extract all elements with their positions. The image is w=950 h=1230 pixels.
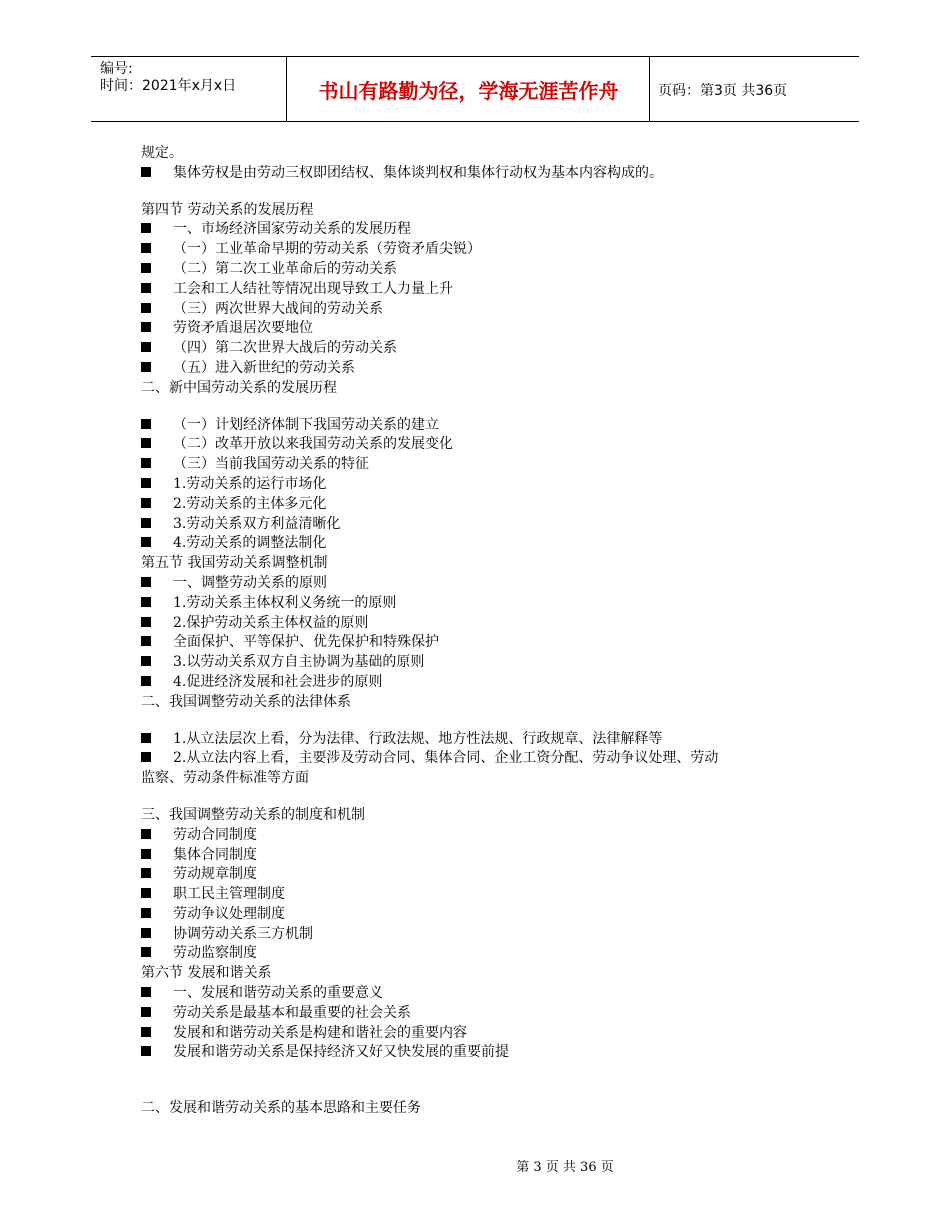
line-text: 劳动合同制度	[173, 826, 257, 843]
square-bullet-icon	[141, 458, 151, 468]
text-line	[141, 964, 831, 984]
bullet-item	[141, 826, 831, 846]
square-bullet-icon	[141, 636, 151, 646]
square-bullet-icon	[141, 263, 151, 273]
square-bullet-icon	[141, 1007, 151, 1017]
line-text: 1.劳动关系的运行市场化	[173, 475, 327, 492]
line-text: （一）计划经济体制下我国劳动关系的建立	[173, 416, 439, 433]
line-text: 3.以劳动关系双方自主协调为基础的原则	[173, 654, 425, 671]
square-bullet-icon	[141, 656, 151, 666]
bullet-item	[141, 475, 831, 495]
line-text: 4.促进经济发展和社会进步的原则	[173, 673, 383, 690]
square-bullet-icon	[141, 868, 151, 878]
line-text: 发展和谐劳动关系是保持经济又好又快发展的重要前提	[173, 1044, 509, 1061]
square-bullet-icon	[141, 342, 151, 352]
square-bullet-icon	[141, 617, 151, 627]
text-line	[141, 769, 831, 789]
line-text: 劳动监察制度	[173, 945, 257, 962]
bullet-item	[141, 534, 831, 554]
document-body	[141, 144, 831, 1119]
bullet-item	[141, 574, 831, 594]
bullet-item	[141, 339, 831, 359]
line-text: 一、调整劳动关系的原则	[173, 574, 327, 591]
line-text: 劳动争议处理制度	[173, 905, 285, 922]
page-footer: 第 3 页 共 36 页	[516, 1160, 614, 1175]
square-bullet-icon	[141, 1046, 151, 1056]
bullet-item	[141, 260, 831, 280]
square-bullet-icon	[141, 419, 151, 429]
square-bullet-icon	[141, 498, 151, 508]
square-bullet-icon	[141, 303, 151, 313]
line-text: 第四节 劳动关系的发展历程	[141, 201, 314, 218]
bullet-item	[141, 495, 831, 515]
bullet-item	[141, 594, 831, 614]
line-text: 劳动规章制度	[173, 866, 257, 883]
line-text: 4.劳动关系的调整法制化	[173, 535, 327, 552]
bullet-item	[141, 280, 831, 300]
bullet-item	[141, 515, 831, 535]
square-bullet-icon	[141, 908, 151, 918]
bullet-item	[141, 416, 831, 436]
square-bullet-icon	[141, 829, 151, 839]
square-bullet-icon	[141, 518, 151, 528]
text-line	[141, 693, 831, 713]
line-text: 1.劳动关系主体权利义务统一的原则	[173, 594, 397, 611]
text-line	[141, 201, 831, 221]
header-divider-right	[649, 57, 650, 122]
bullet-item	[141, 846, 831, 866]
bullet-item	[141, 984, 831, 1004]
bullet-item	[141, 1024, 831, 1044]
bullet-item	[141, 925, 831, 945]
square-bullet-icon	[141, 676, 151, 686]
line-text: 第六节 发展和谐关系	[141, 965, 272, 982]
line-text: （二）第二次工业革命后的劳动关系	[173, 260, 397, 277]
square-bullet-icon	[141, 223, 151, 233]
page-header	[91, 56, 859, 122]
bullet-item	[141, 435, 831, 455]
line-text: 2.从立法内容上看，主要涉及劳动合同、集体合同、企业工资分配、劳动争议处理、劳动	[173, 750, 719, 767]
square-bullet-icon	[141, 733, 151, 743]
header-motto: 书山有路勤为径，学海无涯苦作舟	[318, 79, 619, 103]
line-text: 3.劳动关系双方利益清晰化	[173, 515, 341, 532]
paragraph-gap	[141, 1063, 831, 1099]
bullet-item	[141, 905, 831, 925]
bullet-item	[141, 749, 831, 769]
line-text: 一、市场经济国家劳动关系的发展历程	[173, 221, 411, 238]
paragraph-gap	[141, 713, 831, 730]
square-bullet-icon	[141, 283, 151, 293]
line-text: （二）改革开放以来我国劳动关系的发展变化	[173, 436, 453, 453]
line-text: 规定。	[141, 145, 183, 161]
line-text: 职工民主管理制度	[173, 886, 285, 903]
bullet-item	[141, 164, 831, 184]
square-bullet-icon	[141, 888, 151, 898]
square-bullet-icon	[141, 597, 151, 607]
bullet-item	[141, 1004, 831, 1024]
line-text: 二、我国调整劳动关系的法律体系	[141, 693, 351, 710]
bullet-item	[141, 885, 831, 905]
square-bullet-icon	[141, 577, 151, 587]
square-bullet-icon	[141, 167, 151, 177]
bullet-item	[141, 730, 831, 750]
text-line	[141, 144, 831, 164]
square-bullet-icon	[141, 362, 151, 372]
line-text: （五）进入新世纪的劳动关系	[173, 359, 355, 376]
bullet-item	[141, 633, 831, 653]
line-text: 协调劳动关系三方机制	[173, 925, 313, 942]
text-line	[141, 1099, 831, 1119]
line-text: 2.保护劳动关系主体权益的原则	[173, 614, 369, 631]
bullet-item	[141, 653, 831, 673]
line-text: （三）两次世界大战间的劳动关系	[173, 300, 383, 317]
text-line	[141, 806, 831, 826]
square-bullet-icon	[141, 1027, 151, 1037]
square-bullet-icon	[141, 928, 151, 938]
line-text: 工会和工人结社等情况出现导致工人力量上升	[173, 280, 453, 297]
line-text: 1.从立法层次上看，分为法律、行政法规、地方性法规、行政规章、法律解释等	[173, 730, 663, 747]
bullet-item	[141, 300, 831, 320]
line-text: 二、新中国劳动关系的发展历程	[141, 379, 337, 396]
line-text: （一）工业革命早期的劳动关系（劳资矛盾尖锐）	[173, 241, 481, 258]
bullet-item	[141, 614, 831, 634]
bullet-item	[141, 455, 831, 475]
bullet-item	[141, 240, 831, 260]
paragraph-gap	[141, 184, 831, 201]
paragraph-gap	[141, 789, 831, 806]
square-bullet-icon	[141, 438, 151, 448]
header-page-info: 页码：第3页 共36页	[658, 82, 788, 99]
line-text: 第五节 我国劳动关系调整机制	[141, 555, 328, 572]
line-text: 2.劳动关系的主体多元化	[173, 495, 327, 512]
header-meta	[100, 61, 236, 95]
square-bullet-icon	[141, 947, 151, 957]
square-bullet-icon	[141, 243, 151, 253]
bullet-item	[141, 865, 831, 885]
line-text: 一、发展和谐劳动关系的重要意义	[173, 985, 383, 1002]
square-bullet-icon	[141, 849, 151, 859]
line-text: 劳资矛盾退居次要地位	[173, 320, 313, 337]
line-text: 集体劳权是由劳动三权即团结权、集体谈判权和集体行动权为基本内容构成的。	[173, 164, 663, 181]
square-bullet-icon	[141, 478, 151, 488]
line-text: 发展和和谐劳动关系是构建和谐社会的重要内容	[173, 1024, 467, 1041]
bullet-item	[141, 1043, 831, 1063]
bullet-item	[141, 220, 831, 240]
document-time: 时间：2021年x月x日	[100, 78, 237, 94]
square-bullet-icon	[141, 987, 151, 997]
text-line	[141, 379, 831, 399]
square-bullet-icon	[141, 322, 151, 332]
document-number-label: 编号:	[100, 61, 133, 77]
square-bullet-icon	[141, 537, 151, 547]
line-text: 二、发展和谐劳动关系的基本思路和主要任务	[141, 1100, 421, 1117]
line-text: 全面保护、平等保护、优先保护和特殊保护	[173, 634, 439, 651]
square-bullet-icon	[141, 752, 151, 762]
paragraph-gap	[141, 399, 831, 416]
line-text: 劳动关系是最基本和最重要的社会关系	[173, 1004, 411, 1021]
text-line	[141, 554, 831, 574]
line-text: （三）当前我国劳动关系的特征	[173, 456, 369, 473]
bullet-item	[141, 673, 831, 693]
bullet-item	[141, 319, 831, 339]
line-text: 三、我国调整劳动关系的制度和机制	[141, 806, 365, 823]
line-text: 集体合同制度	[173, 846, 257, 863]
line-text: 监察、劳动条件标准等方面	[141, 770, 309, 787]
line-text: （四）第二次世界大战后的劳动关系	[173, 340, 397, 357]
bullet-item	[141, 359, 831, 379]
bullet-item	[141, 944, 831, 964]
